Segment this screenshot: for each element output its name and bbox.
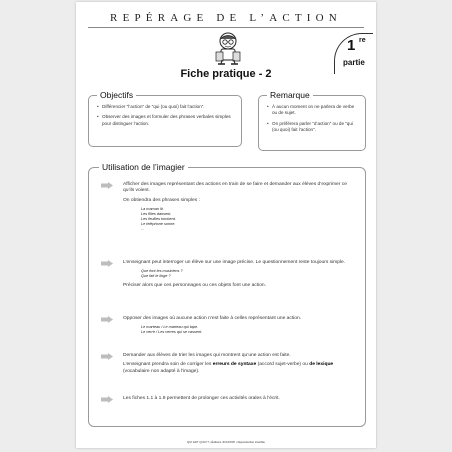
fiche-title: Fiche pratique - 2 — [180, 68, 272, 80]
bold-run: de lexique — [309, 362, 334, 368]
paragraph: Opposer des images où aucune action n’est faite à celles représentant une action. — [123, 316, 302, 321]
header-title: REPÉRAGE DE L’ACTION — [110, 12, 342, 24]
objectif-item: • Observer des images et formuler des phrases verbales simples pour distinguer l’action. — [97, 114, 235, 127]
worksheet-page — [76, 2, 376, 448]
arrow-icon — [101, 260, 113, 267]
imagier-item-4 — [101, 353, 357, 378]
arrow-icon — [101, 182, 113, 189]
example-sentence: Que font les musiciens ? — [141, 269, 183, 274]
example-sentence: Le verre / Les verres qui se cassent. — [141, 330, 203, 335]
imagier-label: Utilisation de l’imagier — [99, 162, 188, 172]
example-sentence: Le marteau / Le marteau qui tape. — [141, 325, 199, 330]
paragraph: Préciser alors que ces personnages ou ces objets font une action. — [123, 283, 267, 289]
header-rule — [88, 27, 364, 28]
arrow-icon — [101, 353, 113, 360]
paragraph: Afficher des images représentant des actions en train de se faire et demander aux élèves d’exprimer ce qu’ils voient. — [123, 182, 347, 194]
objectifs-label: Objectifs — [97, 90, 136, 100]
bold-run: erreurs de syntaxe — [212, 362, 257, 368]
imagier-section — [88, 162, 366, 427]
example-sentence: Le téléphone sonne. — [141, 221, 176, 226]
example-sentence: ... — [141, 226, 145, 231]
partie-superscript: re — [359, 37, 366, 44]
example-sentence: Les filles dansent. — [141, 211, 172, 216]
imagier-item-3 — [101, 316, 357, 335]
partie-label: partie — [343, 58, 365, 67]
mascot-icon — [213, 31, 243, 65]
partie-badge — [334, 33, 373, 74]
paragraph: L’enseignant peut interroger un élève sur une image précise. Le questionnement reste toujours simple. — [123, 260, 346, 265]
imagier-item-5 — [101, 396, 357, 405]
example-sentence: Que fait le linge ? — [141, 274, 171, 279]
example-sentence: Les feuilles tombent. — [141, 216, 176, 221]
imagier-item-2 — [101, 260, 357, 293]
paragraph — [123, 362, 357, 375]
text-run: (accord sujet-verbe) ou — [256, 362, 310, 368]
remarque-item: • On préférera parler “d’action” ou de “qui (ou quoi) fait l’action”. — [267, 121, 359, 134]
example-sentence: La maman lit. — [141, 206, 164, 211]
remarque-box — [258, 90, 366, 151]
paragraph: On obtiendra des phrases simples : — [123, 197, 200, 203]
objectif-item: • Différencier “l’action” de “qui (ou quoi) fait l’action”. — [97, 104, 235, 110]
text-run: (vocabulaire non adapté à l’image). — [123, 368, 200, 374]
text-run: L’enseignant prendra soin de corriger les — [123, 362, 213, 368]
remarque-item: • À aucun moment on ne parlera de verbe ou de sujet. — [267, 104, 359, 117]
page-footer: QUI FAIT QUOI ? • Éditions JOCATOP • Reproduction interdite — [187, 440, 265, 444]
arrow-icon — [101, 396, 113, 403]
paragraph: Les fiches 1.1 à 1.9 permettent de prolonger ces activités orales à l’écrit. — [123, 396, 280, 401]
objectifs-box — [88, 90, 242, 147]
remarque-label: Remarque — [267, 90, 313, 100]
arrow-icon — [101, 316, 113, 323]
imagier-item-1 — [101, 182, 357, 232]
paragraph: Demander aux élèves de trier les images qui montrent qu’une action est faite. — [123, 353, 291, 358]
partie-number: 1 — [347, 37, 356, 54]
